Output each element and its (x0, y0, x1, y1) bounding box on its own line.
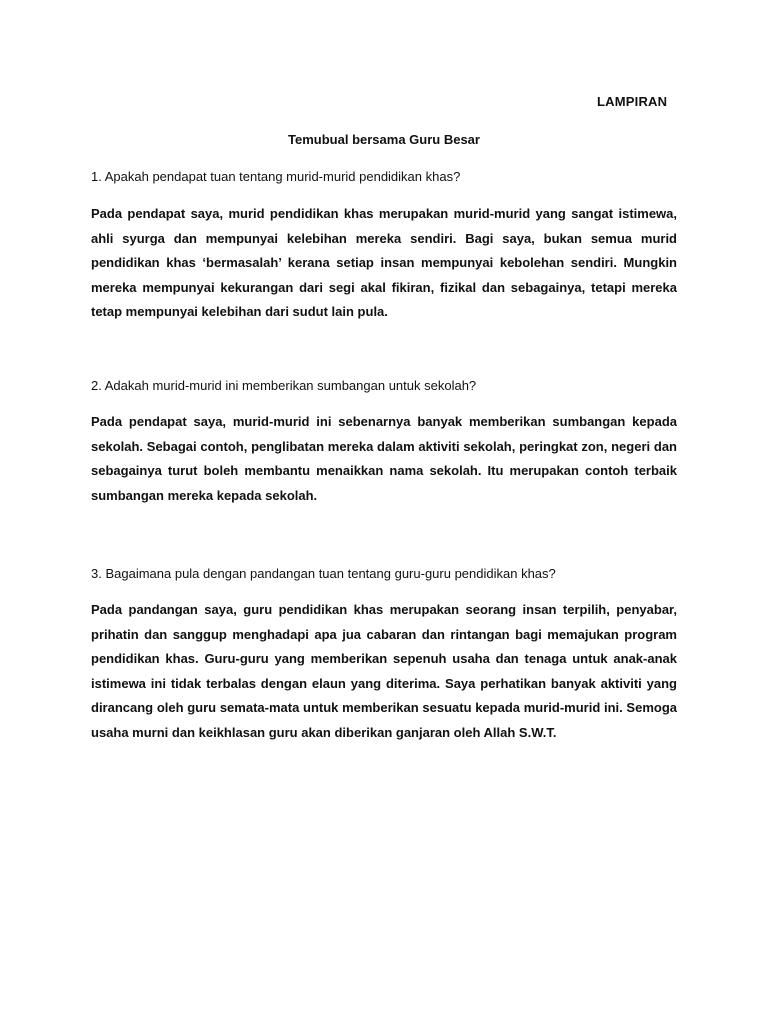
answer-3: Pada pandangan saya, guru pendidikan khas merupakan seorang insan terpilih, penyabar, prihatin dan sanggup menghadapi apa jua cabaran dan rintangan bagi memajukan program pendidikan khas. Guru-guru yang memberikan sepenuh usaha dan tenaga untuk anak-anak istimewa ini tidak terbalas dengan elaun yang diterima. Saya perhatikan banyak aktiviti yang dirancang oleh guru semata-mata untuk memberikan sesuatu kepada murid-murid ini. Semoga usaha murni dan keikhlasan guru akan diberikan ganjaran oleh Allah S.W.T. (91, 602, 677, 740)
appendix-label: LAMPIRAN (597, 94, 668, 109)
document-title: Temubual bersama Guru Besar (288, 132, 480, 147)
answer-1: Pada pendapat saya, murid pendidikan khas merupakan murid-murid yang sangat istimewa, ahli syurga dan mempunyai kelebihan mereka sendiri. Bagi saya, bukan semua murid pendidikan khas ‘bermasalah’ kerana setiap insan mempunyai kebolehan sendiri. Mungkin mereka mempunyai kekurangan dari segi akal fikiran, fizikal dan sebagainya, tetapi mereka tetap mempunyai kelebihan dari sudut lain pula. (91, 206, 677, 320)
question-3: 3. Bagaimana pula dengan pandangan tuan tentang guru-guru pendidikan khas? (91, 566, 556, 581)
question-1: 1. Apakah pendapat tuan tentang murid-murid pendidikan khas? (91, 169, 461, 184)
question-2: 2. Adakah murid-murid ini memberikan sumbangan untuk sekolah? (91, 378, 477, 393)
answer-2: Pada pendapat saya, murid-murid ini sebenarnya banyak memberikan sumbangan kepada sekolah. Sebagai contoh, penglibatan mereka dalam aktiviti sekolah, peringkat zon, negeri dan sebagainya turut boleh membantu menaikkan nama sekolah. Itu merupakan contoh terbaik sumbangan mereka kepada sekolah. (91, 414, 677, 503)
